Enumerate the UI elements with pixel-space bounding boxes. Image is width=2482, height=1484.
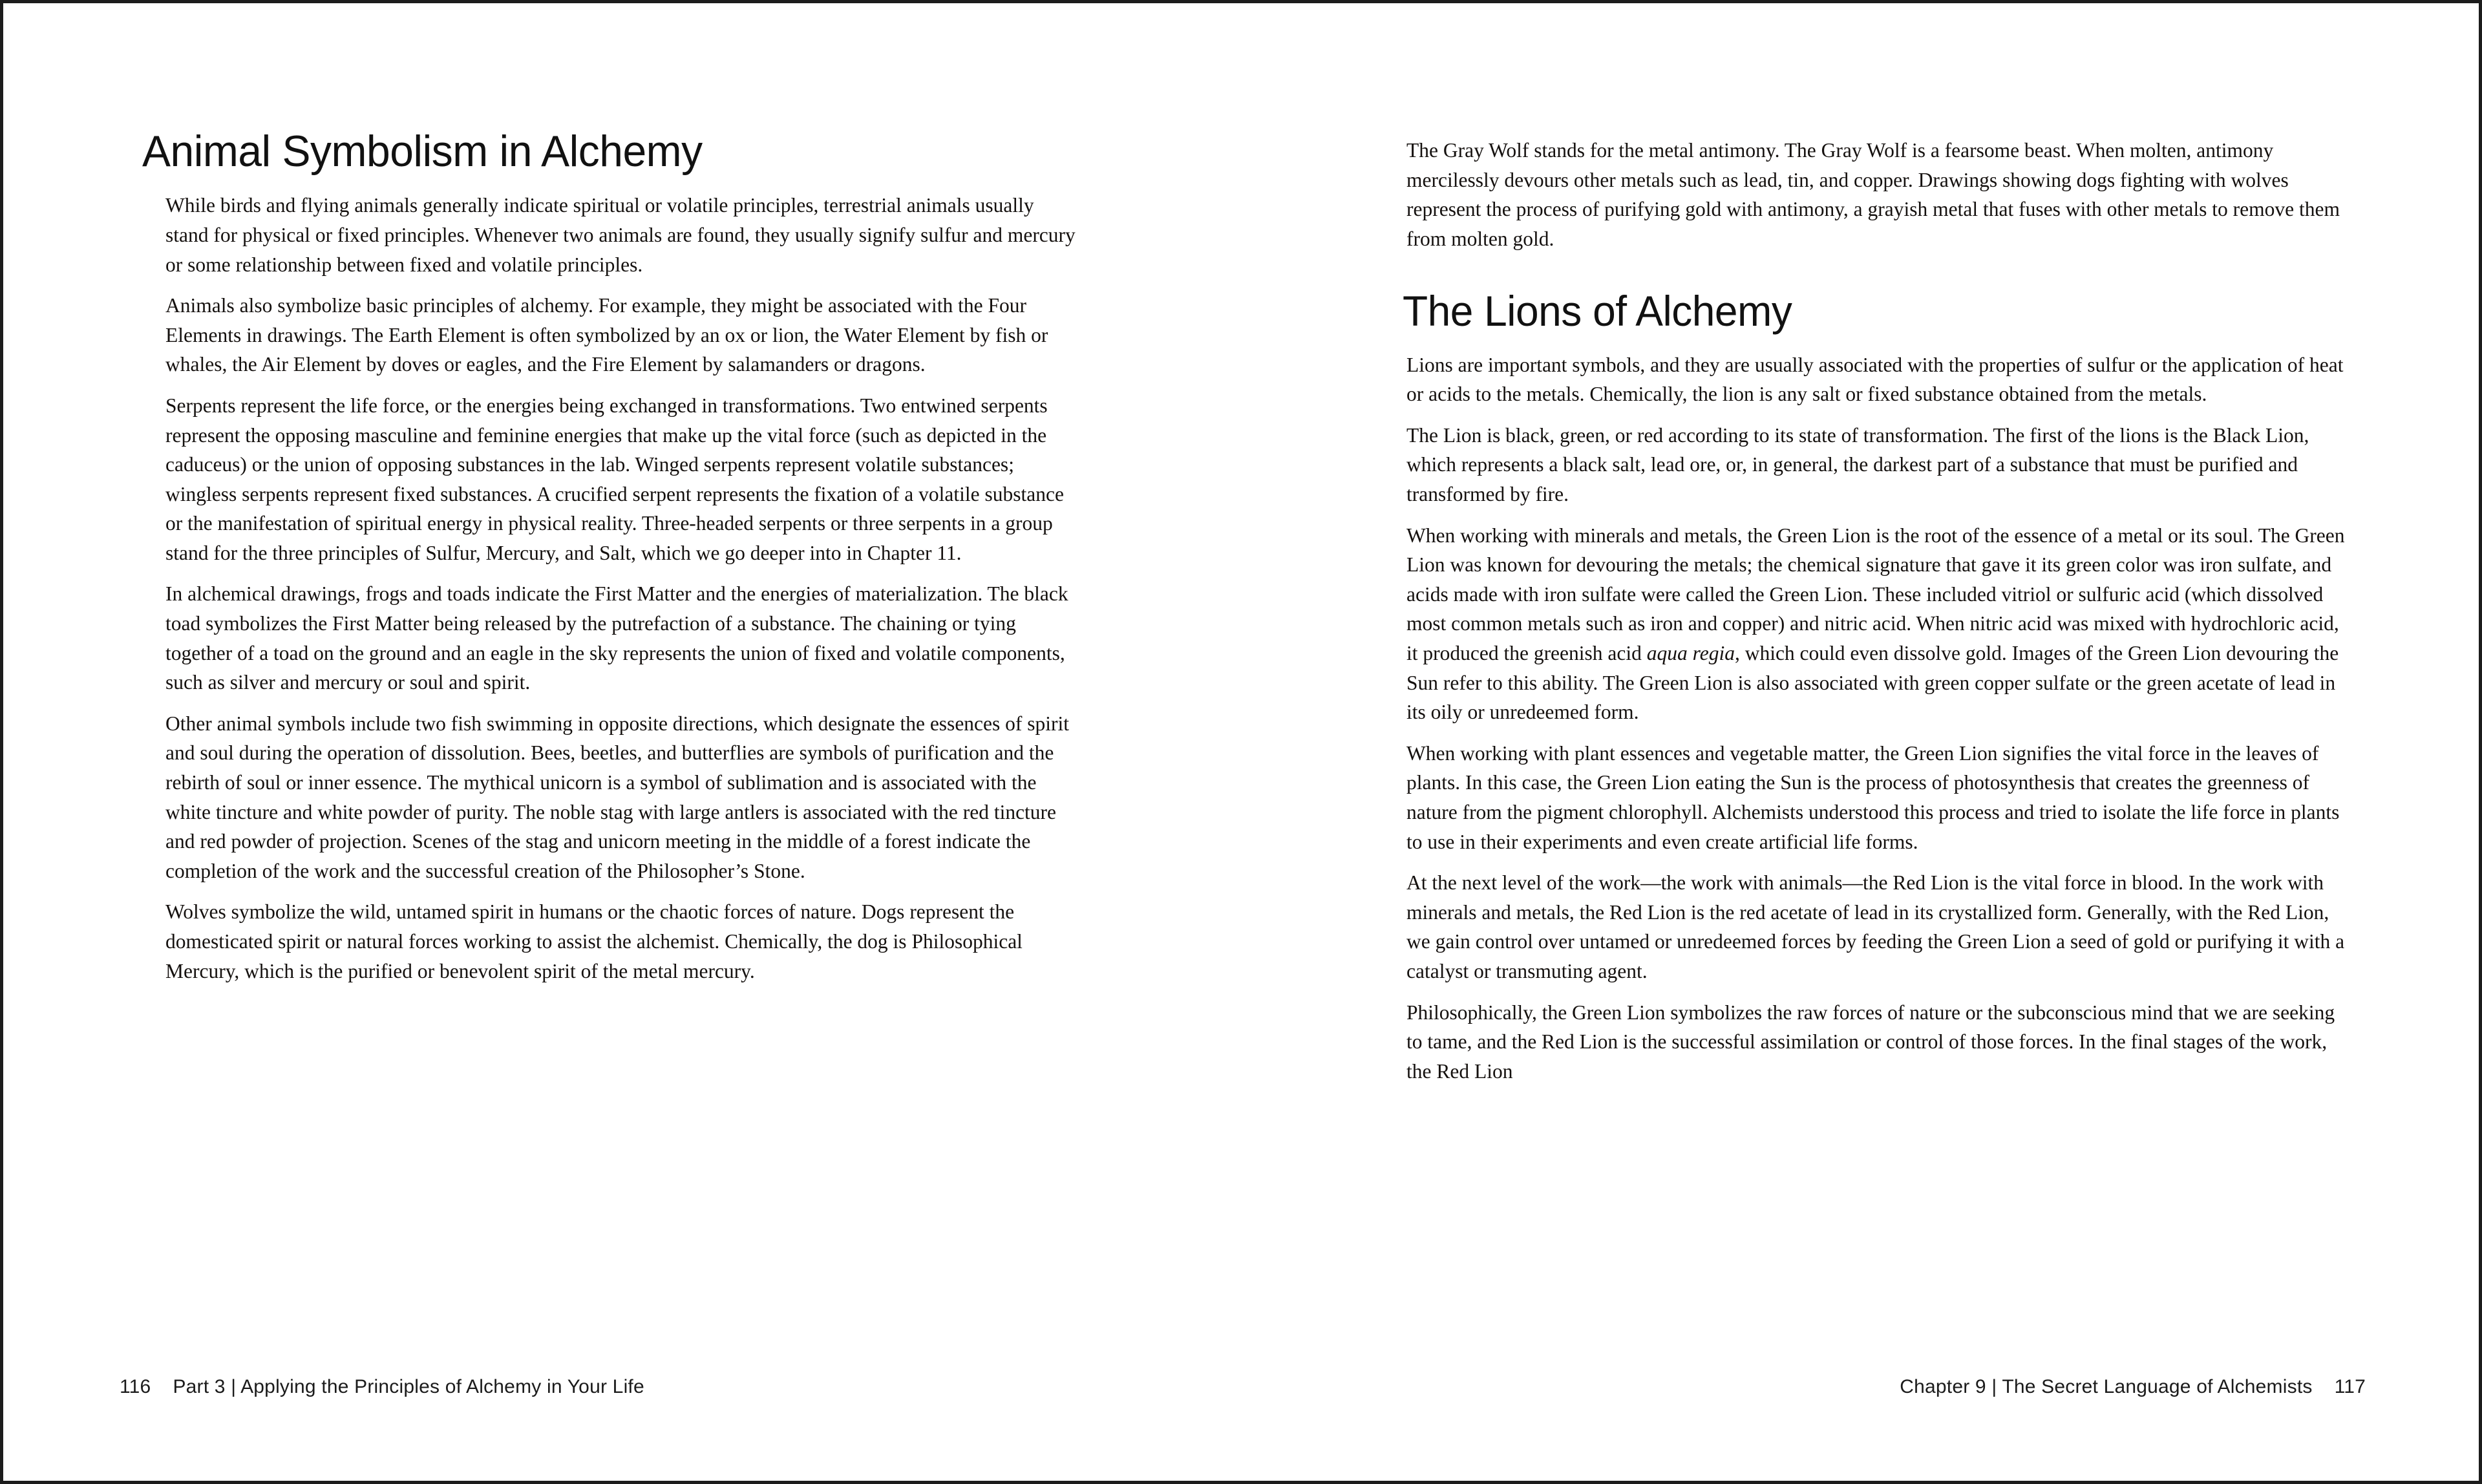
paragraph: While birds and flying animals generally indicate spiritual or volatile principles, terrestrial animals usually stand for physical or fixed principles. Whenever two animals are found, they usually signify sulfur and mercury or some relationship between fixed and volatile principles. [165, 194, 1076, 276]
footer-right [1900, 1376, 2366, 1398]
paragraph: Animals also symbolize basic principles of alchemy. For example, they might be associated with the Four Elements in drawings. The Earth Element is often symbolized by an ox or lion, the Water Element by fish or whales, the Air Element by doves or eagles, and the Fire Element by salamanders or dragons. [165, 294, 1048, 376]
page-title: Animal Symbolism in Alchemy [142, 127, 703, 176]
left-column-body [142, 191, 1076, 986]
right-column-body [1403, 350, 2349, 1086]
paragraph: At the next level of the work—the work with animals—the Red Lion is the vital force in blood. In the work with minerals and metals, the Red Lion is the red acetate of lead in its crystallized form. Generally, with the Red Lion, we gain control over untamed or unredeemed forces by feeding the Green Lion a seed of gold or purifying it with a catalyst or transmuting agent. [1406, 871, 2345, 982]
paragraph: Lions are important symbols, and they are usually associated with the properties of sulfur or the application of heat or acids to the metals. Chemically, the lion is any salt or fixed substance obtained from the metals. [1406, 353, 2344, 406]
text-run: When working with minerals and metals, the Green Lion is the root of the essence of a metal or its soul. The Green Lion was known for devouring the metals; the chemical signature that gave it its green color was iron sulfate, and acids made with iron sulfate were called the Green Lion. These included vitriol or sulfuric acid (which dissolved most common metals such as iron and copper) and nitric acid. When nitric acid was mixed with hydrochloric acid, it produced the greenish acid [1406, 524, 2345, 665]
italic-term-aqua-regia: aqua regia [1646, 642, 1735, 665]
paragraph: The Lion is black, green, or red according to its state of transformation. The first of the lions is the Black Lion, which represents a black salt, lead ore, or, in general, the darkest part of a substance that must be purified and transformed by fire. [1406, 423, 2309, 506]
paragraph: The Gray Wolf stands for the metal antimony. The Gray Wolf is a fearsome beast. When molten, antimony mercilessly devours other metals such as lead, tin, and copper. Drawings showing dogs fighting with wolves represent the process of purifying gold with antimony, a grayish metal that fuses with other metals to remove them from molten gold. [1406, 139, 2340, 250]
left-page [3, 3, 1241, 1481]
paragraph: When working with plant essences and vegetable matter, the Green Lion signifies the vital force in the leaves of plants. In this case, the Green Lion eating the Sun is the process of photosynthesis that creates the greenness of nature from the pigment chlorophyll. Alchemists understood this process and tried to isolate the life force in plants to use in their experiments and even create artificial life forms. [1406, 741, 2340, 853]
facing-pages [3, 3, 2479, 1481]
right-column-body-top [1403, 136, 2349, 253]
running-head-right: Chapter 9 | The Secret Language of Alchemists [1900, 1376, 2313, 1397]
paragraph: In alchemical drawings, frogs and toads indicate the First Matter and the energies of materialization. The black toad symbolizes the First Matter being released by the putrefaction of a substance. The chaining or tying together of a toad on the ground and an eagle in the sky represents the union of fixed and volatile components, such as silver and mercury or soul and spirit. [165, 582, 1068, 694]
paragraph: Philosophically, the Green Lion symbolizes the raw forces of nature or the subconscious mind that we are seeking to tame, and the Red Lion is the successful assimilation or control of those forces. In the final stages of the work, the Red Lion [1406, 1001, 2335, 1083]
text-run: , which could even dissolve gold. Images of the Green Lion devouring the Sun refer to this ability. The Green Lion is also associated with green copper sulfate or the green acetate of lead in its oily or unredeemed form. [1406, 642, 2339, 724]
paragraph: Serpents represent the life force, or the energies being exchanged in transformations. Two entwined serpents represent the opposing masculine and feminine energies that make up the vital force (such as depicted in the caduceus) or the union of opposing substances in the lab. Winged serpents represent volatile substances; wingless serpents represent fixed substances. A crucified serpent represents the fixation of a volatile substance or the manifestation of spiritual energy in physical reality. Three-headed serpents or three serpents in a group stand for the three principles of Sulfur, Mercury, and Salt, which we go deeper into in Chapter 11. [165, 394, 1064, 564]
right-page [1241, 3, 2479, 1481]
running-head-left: Part 3 | Applying the Principles of Alchemy in Your Life [173, 1376, 644, 1397]
paragraph-green-lion [1406, 521, 2349, 727]
page-number-left: 116 [120, 1376, 151, 1397]
section-title: The Lions of Alchemy [1403, 287, 1792, 335]
paragraph: Other animal symbols include two fish swimming in opposite directions, which designate the essences of spirit and soul during the operation of dissolution. Bees, beetles, and butterflies are symbols of purification and the rebirth of soul or inner essence. The mythical unicorn is a symbol of sublimation and is associated with the white tincture and white powder of purity. The noble stag with large antlers is associated with the red tincture and red powder of projection. Scenes of the stag and unicorn meeting in the middle of a forest indicate the completion of the work and the successful creation of the Philosopher’s Stone. [165, 712, 1070, 882]
paragraph: Wolves symbolize the wild, untamed spirit in humans or the chaotic forces of nature. Dogs represent the domesticated spirit or natural forces working to assist the alchemist. Chemically, the dog is Philosophical Mercury, which is the purified or benevolent spirit of the metal mercury. [165, 900, 1023, 982]
page-number-right: 117 [2334, 1376, 2366, 1397]
footer-left [120, 1376, 644, 1398]
